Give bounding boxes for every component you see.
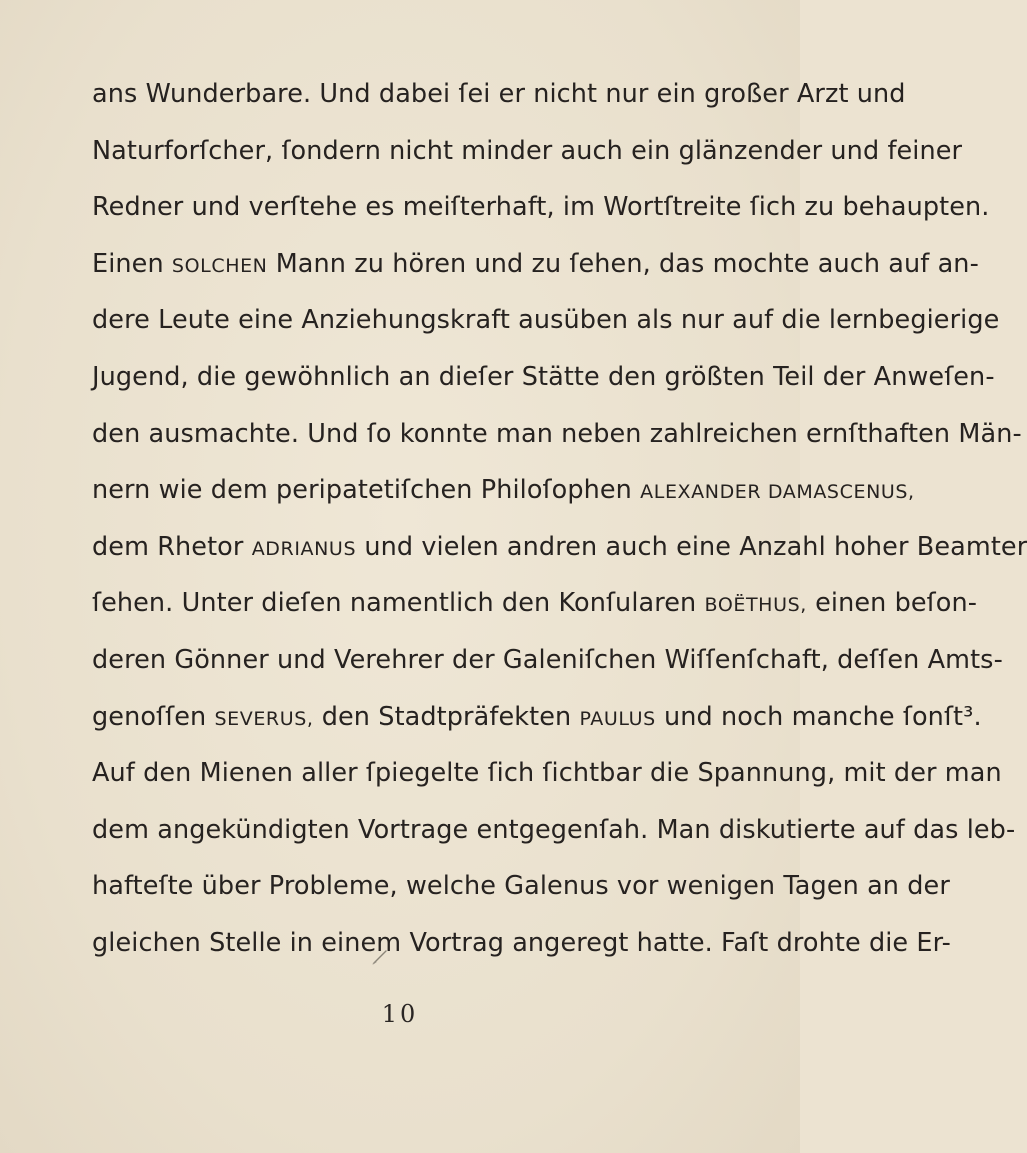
small-caps-name: SOLCHEN (171, 254, 268, 277)
pencil-mark-icon (370, 945, 392, 967)
small-caps-name: BOËTHUS, (704, 594, 807, 617)
text-line: deren Gönner und Verehrer der Galeniſchen Wiſſenſchaft, deſſen Amts- (92, 644, 1003, 675)
text-line: Einen SOLCHEN Mann zu hören und zu ſehen, das mochte auch auf an- (92, 248, 979, 279)
text-line: nern wie dem peripatetiſchen Philoſophen ALEXANDER DAMASCENUS, (92, 475, 915, 506)
text-line: Jugend, die gewöhnlich an dieſer Stätte den größten Teil der Anweſen- (92, 361, 995, 392)
text-line: genoſſen SEVERUS, den Stadtpräfekten PAULUS und noch manche ſonſt³. (92, 701, 982, 732)
page-number: 10 (381, 1000, 419, 1028)
text-line: ans Wunderbare. Und dabei ſei er nicht nur ein großer Arzt und (92, 79, 906, 109)
text-line: dem Rhetor ADRIANUS und vielen andren auch eine Anzahl hoher Beamter (92, 531, 1027, 562)
small-caps-name: PAULUS (579, 707, 656, 730)
small-caps-name: ALEXANDER DAMASCENUS, (640, 481, 915, 504)
small-caps-name: SEVERUS, (214, 707, 314, 730)
text-line: dem angekündigten Vortrage entgegenſah. Man diskutierte auf das leb- (92, 814, 1016, 845)
text-line: ſehen. Unter dieſen namentlich den Konſularen BOËTHUS, einen beſon- (92, 588, 978, 619)
text-line: Naturforſcher, ſondern nicht minder auch ein glänzender und feiner (92, 135, 963, 166)
text-line: hafteſte über Probleme, welche Galenus vor wenigen Tagen an der (92, 871, 950, 902)
text-line: gleichen Stelle in einem Vortrag angeregt hatte. Faſt drohte die Er- (92, 927, 951, 958)
text-line: dere Leute eine Anziehungskraft ausüben als nur auf die lernbegierige (92, 305, 1000, 336)
small-caps-name: ADRIANUS (251, 537, 357, 560)
text-line: den ausmachte. Und ſo konnte man neben zahlreichen ernſthaften Män- (92, 418, 1022, 449)
body-text (92, 66, 1027, 972)
text-line: Auf den Mienen aller ſpiegelte ſich ſichtbar die Spannung, mit der man (92, 758, 1002, 789)
text-line: Redner und verſtehe es meiſterhaft, im Wortſtreite ſich zu behaupten. (92, 192, 990, 223)
